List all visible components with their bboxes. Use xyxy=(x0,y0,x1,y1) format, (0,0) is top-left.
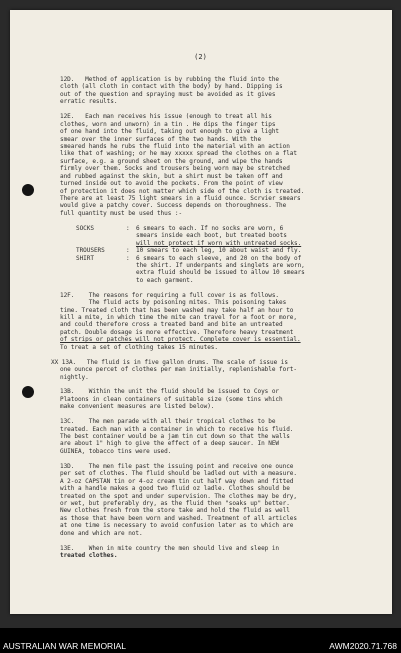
text-line: 12F. The reasons for requiring a full cover is as follows. xyxy=(60,291,280,299)
text-line: make convenient measures are listed below). xyxy=(60,403,215,411)
quantity-text: to each garment. xyxy=(136,276,194,284)
page-number: (2) xyxy=(194,53,207,61)
text-line: would give a patchy cover. Success depends on thoroughness. The xyxy=(60,202,287,210)
punch-hole-top xyxy=(22,184,34,196)
text-line: A 2-oz CAPSTAN tin or 4-oz cream tin cut half way down and fitted xyxy=(60,477,294,485)
quantity-text: 10 smears to each leg, 10 about waist and fly. xyxy=(136,247,302,255)
text-line: smear over the inner surfaces of the two hands. With the xyxy=(60,135,262,143)
text-line: 13B. Within the unit the fluid should be issued to Coys or xyxy=(60,388,280,396)
footer-institution: AUSTRALIAN WAR MEMORIAL xyxy=(3,641,126,651)
quantity-text: 6 smears to each sleeve, and 20 on the body of xyxy=(136,254,302,262)
text-line: of strips or patches will not protect. Complete cover is essential. xyxy=(60,336,301,344)
text-line: clothes, worn and unworn) in a tin . He dips the finger tips xyxy=(60,120,276,128)
text-line: time. Treated cloth that has been washed may take half an hour to xyxy=(60,306,294,314)
paragraph-13a xyxy=(51,359,376,381)
quantity-text: smears inside each boot, but treated boots xyxy=(136,232,287,240)
text-line: 13D. The men file past the issuing point and receive one ounce xyxy=(60,462,294,470)
text-line: smeared hands he rubs the fluid into the material with an action xyxy=(60,142,290,150)
text-line: treated on the spot and under supervision. The clothes may be dry, xyxy=(60,492,297,500)
paragraph-13c xyxy=(60,418,376,455)
paragraph-12e xyxy=(60,113,376,217)
quantity-table xyxy=(60,225,376,285)
text-line: of protection it does not matter which side of the cloth is treated. xyxy=(60,187,305,195)
paragraph-13e xyxy=(60,545,376,560)
archive-footer xyxy=(0,628,401,653)
text-line: turned inside out to avoid the pockets. From the point of view xyxy=(60,180,283,188)
text-line: and rubbed against the skin, but a shirt must be taken off and xyxy=(60,172,283,180)
text-line: as those that have been worn and washed. Treatment of all articles xyxy=(60,514,297,522)
quantity-item: TROUSERS xyxy=(76,247,105,255)
text-line: To treat a set of clothing takes 15 minutes. xyxy=(60,343,218,351)
text-line: full quantity must be used thus :- xyxy=(60,209,183,217)
text-line: out of the question and spraying must be avoided as it gives xyxy=(60,90,276,98)
text-line: are about 1" high to give the effect of a deep saucer. In NEW xyxy=(60,440,280,448)
text-line: kill a mite, in which time the mite can travel for a foot or more, xyxy=(60,314,297,321)
paragraph-13b xyxy=(60,388,376,410)
text-line: The fluid acts by poisoning mites. This poisoning takes xyxy=(60,299,287,307)
text-line: of one hand into the fluid, taking out enough to give a light xyxy=(60,128,280,136)
text-line: at one time is necessary to avoid confusion later as to which are xyxy=(60,522,294,530)
quantity-text: will not protect if worn with untreated socks. xyxy=(136,239,302,247)
quantity-text: extra fluid should be issued to allow 10 smears xyxy=(136,269,305,277)
text-line: 13E. When in mite country the men should live and sleep in xyxy=(60,544,280,552)
quantity-text: 6 smears to each. If no socks are worn, 6 xyxy=(136,224,284,232)
text-line: 12D. Method of application is by rubbing the fluid into the xyxy=(60,76,280,83)
paragraph-12d xyxy=(60,76,376,106)
text-line: erratic results. xyxy=(60,98,118,106)
text-line: GUINEA, tobacco tins were used. xyxy=(60,447,172,455)
text-line: New clothes fresh from the store take and hold the fluid as well xyxy=(60,507,290,515)
text-line: done and which are not. xyxy=(60,529,143,537)
text-line: There are at least 75 light smears in a fluid ounce. Scrvier smears xyxy=(60,195,301,202)
text-line: per set of clothes. The fluid should be ladled out with a measure. xyxy=(60,470,297,478)
text-line: The best container would be a jam tin cut down so that the walls xyxy=(60,433,290,440)
text-line: with a handle makes a good two fluid oz ladle. Clothes should be xyxy=(60,485,290,493)
text-line: cloth (all cloth in contact with the body) by hand. Dipping is xyxy=(60,83,283,91)
text-line: XX 13A. The fluid is in five gallon drums. The scale of issue is xyxy=(51,358,288,366)
text-line: like that of washing; or he may xxxxx spread the clothes on a flat xyxy=(60,150,297,158)
text-line: one ounce percet of clothes per man initially, replenishable fort- xyxy=(60,366,297,374)
text-line: treated clothes. xyxy=(60,552,118,559)
text-line: patch. Double dosage is more effective. Therefore heavy treatment xyxy=(60,328,294,336)
text-line: or wet, but preferably dry, as the fluid then "soaks up" better. xyxy=(60,499,290,507)
quantity-item: SHIRT xyxy=(76,254,94,262)
text-line: Platoons in clean containers of suitable size (some tins which xyxy=(60,395,283,403)
text-line: firmly over them. Socks and trousers being worn may be stretched xyxy=(60,165,290,173)
paragraph-12f xyxy=(60,292,376,352)
paragraph-13d xyxy=(60,463,376,537)
punch-hole-bottom xyxy=(22,386,34,398)
text-line: 12E. Each man receives his issue (enough to treat all his xyxy=(60,113,272,121)
text-line: nightly. xyxy=(60,373,89,381)
quantity-row-socks: SOCKS : 6 smears to each. If no socks are worn, 6 smears inside each boot, but treated boots will not protect if worn with untreated socks. xyxy=(60,225,376,247)
text-line: treated. Each man with a container in which to receive his fluid. xyxy=(60,425,294,433)
document-body xyxy=(51,76,376,559)
text-line: surface, e.g. a ground sheet on the ground, and wipe the hands xyxy=(60,157,283,165)
quantity-row-trousers: TROUSERS : 10 smears to each leg, 10 about waist and fly. xyxy=(60,247,376,254)
quantity-text: the shirt. If underpants and singlets are worn, xyxy=(136,261,305,269)
text-line: and could therefore cross a treated band and bite an untreated xyxy=(60,321,283,329)
text-line: 13C. The men parade with all their tropical clothes to be xyxy=(60,418,276,426)
quantity-row-shirt: SHIRT : 6 smears to each sleeve, and 20 on the body of the shirt. If underpants and singlets are worn, extra fluid should be issued to allow 10 smears to each garment. xyxy=(60,255,376,285)
footer-reference: AWM2020.71.768 xyxy=(329,641,397,651)
quantity-item: SOCKS xyxy=(76,224,94,232)
